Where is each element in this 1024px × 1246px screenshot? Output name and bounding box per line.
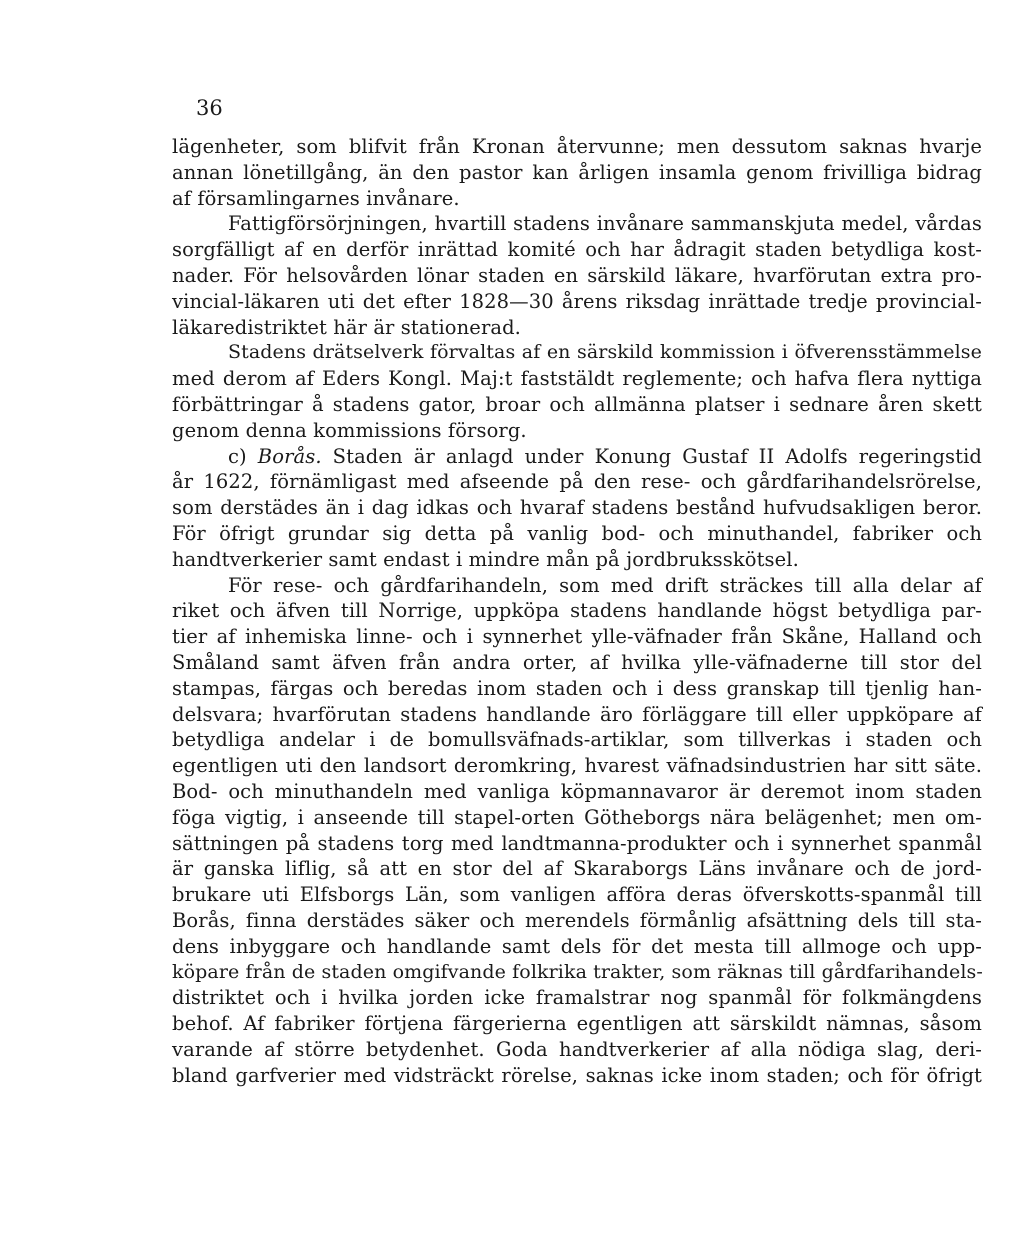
text-line: behof. Af fabriker förtjena färgerierna egentligen att särskildt nämnas, såsom: [172, 1012, 982, 1036]
text-line: sättningen på stadens torg med landtmanna-produkter och i synnerhet spanmål: [172, 831, 982, 855]
text-line: är ganska liflig, så att en stor del af Skaraborgs Läns invånare och de jord-: [172, 857, 982, 881]
text-line: Stadens drätselverk förvaltas af en särskild kommission i öfverensstämmelse: [228, 341, 982, 364]
text-line: Fattigförsörjningen, hvartill stadens invånare sammanskjuta medel, vårdas: [228, 212, 982, 236]
text-line: riket och äfven till Norrige, uppköpa stadens handlande högst betydliga par-: [172, 599, 982, 623]
text-line: lägenheter, som blifvit från Kronan återvunne; men dessutom saknas hvarje: [172, 135, 982, 158]
text-line: delsvara; hvarförutan stadens handlande äro förläggare till eller uppköpare af: [172, 702, 982, 726]
text-line: af församlingarnes invånare.: [172, 186, 460, 210]
text-line: genom denna kommissions försorg.: [172, 418, 527, 442]
text-line: år 1622, förnämligast med afseende på den rese- och gårdfarihandelsrörelse,: [172, 470, 982, 494]
text-line: köpare från de staden omgifvande folkrika trakter, som räknas till gårdfarihandels-: [172, 960, 983, 983]
text-line: Borås, finna derstädes säker och merendels förmånlig afsättning dels till sta-: [172, 908, 982, 932]
text-line: läkaredistriktet här är stationerad.: [172, 315, 521, 339]
text-line: För öfrigt grundar sig detta på vanlig bod- och minuthandel, fabriker och: [172, 521, 982, 545]
text-line: förbättringar å stadens gator, broar och allmänna platser i sednare åren skett: [172, 392, 982, 416]
text-line: distriktet och i hvilka jorden icke framalstrar nog spanmål för folkmängdens: [172, 986, 982, 1010]
body-text: [172, 134, 982, 1088]
text-line: föga vigtig, i anseende till stapel-orten Götheborgs nära belägenhet; men om-: [172, 805, 982, 829]
section-heading-boras: Borås.: [257, 444, 322, 468]
text-line: sorgfälligt af en derför inrättad komité och har ådragit staden betydliga kost-: [172, 238, 982, 262]
text-line: bland garfverier med vidsträckt rörelse, saknas icke inom staden; och för öfrigt: [172, 1063, 982, 1087]
text-line: handtverkerier samt endast i mindre mån på jordbruksskötsel.: [172, 547, 799, 571]
text-line: betydliga andelar i de bomullsväfnads-artiklar, som tillverkas i staden och: [172, 728, 982, 752]
text-line: c) Borås. Staden är anlagd under Konung Gustaf II Adolfs regeringstid: [228, 444, 983, 468]
text-line: vincial-läkaren uti det efter 1828—30 årens riksdag inrättade tredje provincial-: [172, 289, 982, 313]
text-line: annan lönetillgång, än den pastor kan årligen insamla genom frivilliga bidrag: [172, 160, 982, 184]
text-line: brukare uti Elfsborgs Län, som vanligen afföra deras öfverskotts-spanmål till: [172, 883, 982, 907]
page-number: 36: [196, 96, 223, 120]
text-line: nader. För helsovården lönar staden en särskild läkare, hvarförutan extra pro-: [172, 263, 982, 287]
text-line: Bod- och minuthandeln med vanliga köpmannavaror är deremot inom staden: [172, 779, 982, 803]
text-line: dens inbyggare och handlande samt dels för det mesta till allmoge och upp-: [172, 934, 982, 958]
text-line: med derom af Eders Kongl. Maj:t faststäldt reglemente; och hafva flera nyttiga: [172, 367, 982, 391]
text-line: som derstädes än i dag idkas och hvaraf stadens bestånd hufvudsakligen beror.: [172, 496, 982, 520]
text-line: Småland samt äfven från andra orter, af hvilka ylle-väfnaderne till stor del: [172, 650, 982, 674]
text-line: egentligen uti den landsort deromkring, hvarest väfnadsindustrien har sitt säte.: [172, 754, 982, 778]
text-line: varande af större betydenhet. Goda handtverkerier af alla nödiga slag, deri-: [172, 1037, 982, 1061]
text-line: tier af inhemiska linne- och i synnerhet ylle-väfnader från Skåne, Halland och: [172, 625, 982, 649]
text-line: För rese- och gårdfarihandeln, som med drift sträckes till alla delar af: [228, 573, 982, 597]
text-line: stampas, färgas och beredas inom staden och i dess granskap till tjenlig han-: [172, 676, 982, 700]
